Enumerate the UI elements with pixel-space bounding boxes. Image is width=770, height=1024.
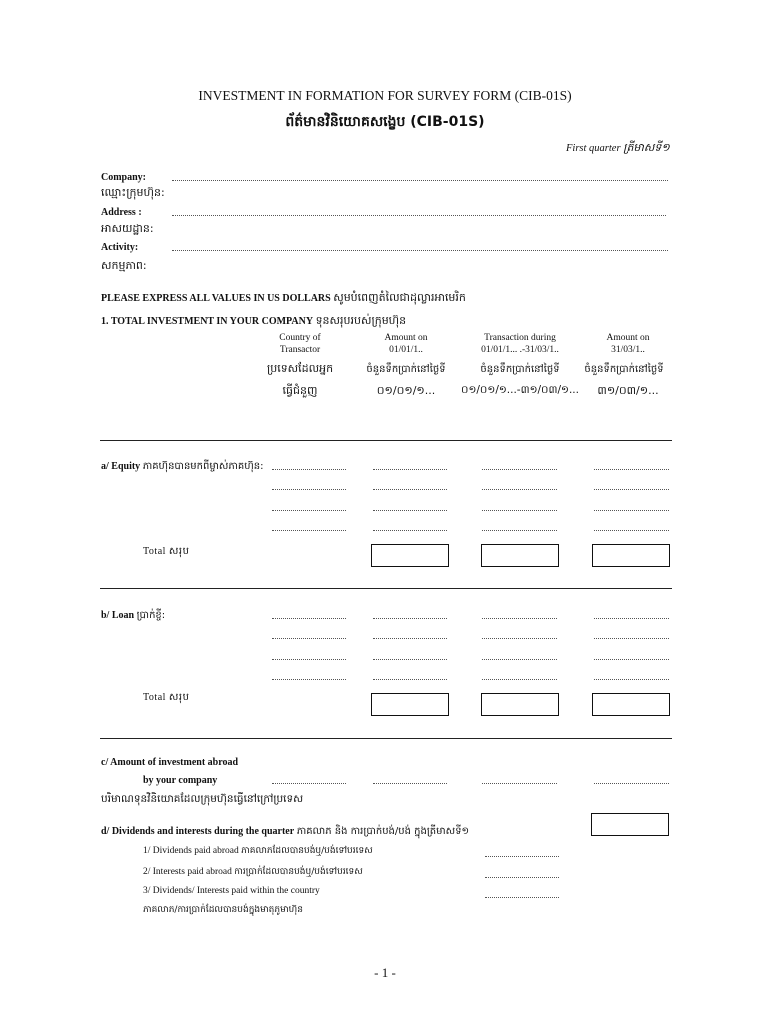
equity-label [101, 459, 264, 474]
col-amount-start-line1: Amount on [384, 333, 428, 343]
loan-amount-end-4[interactable] [594, 679, 669, 680]
loan-total-transaction[interactable] [481, 693, 559, 716]
address-label: Address : [101, 207, 142, 218]
activity-field[interactable] [172, 250, 668, 251]
abroad-amount-end[interactable] [594, 783, 669, 784]
abroad-country[interactable] [272, 783, 346, 784]
loan-amount-end-2[interactable] [594, 638, 669, 639]
divider-loan [100, 588, 672, 589]
form-title: INVESTMENT IN FORMATION FOR SURVEY FORM (CIB-01S) [198, 88, 572, 103]
loan-label-km: ប្រាក់ខ្ចី: [136, 610, 166, 621]
loan-amount-start-3[interactable] [373, 659, 447, 660]
loan-transaction-4[interactable] [482, 679, 557, 680]
dividends-item-2-en: 2/ Interests paid abroad [143, 867, 232, 877]
interests-abroad-field[interactable] [485, 877, 559, 878]
equity-country-3[interactable] [272, 510, 346, 511]
col-amount-end-km1: ចំនួនទឹកប្រាក់នៅថ្ងៃទី [584, 364, 664, 375]
quarter-label-en: First quarter [566, 143, 621, 154]
loan-total-amount-start[interactable] [371, 693, 449, 716]
abroad-label-line2: by your company [143, 775, 218, 786]
equity-amount-end-3[interactable] [594, 510, 669, 511]
dividends-label-km: ភាគលាភ និង ការប្រាក់បង់/បង់ ក្នុងត្រីមាសទី១ [296, 826, 470, 837]
currency-instruction-km: សូមបំពេញតំលៃជាដុល្លារអាមេរិក [333, 291, 466, 304]
loan-amount-start-1[interactable] [373, 618, 447, 619]
loan-country-4[interactable] [272, 679, 346, 680]
loan-label [101, 608, 165, 623]
col-amount-start-km1: ចំនួនទឹកប្រាក់នៅថ្ងៃទី [366, 364, 446, 375]
equity-amount-end-4[interactable] [594, 530, 669, 531]
abroad-amount-start[interactable] [373, 783, 447, 784]
section1-title [101, 314, 406, 330]
col-country-km1: ប្រទេសដែលអ្នក [266, 362, 334, 375]
equity-transaction-1[interactable] [482, 469, 557, 470]
divider-equity [100, 440, 672, 441]
equity-label-km: ភាគហ៊ុនបានមកពីម្ចាស់ភាគហ៊ុន: [142, 461, 264, 472]
dividends-item-2-km: ការប្រាក់ដែលបានបង់ឬ/បង់ទៅបរទេស [234, 867, 363, 877]
equity-transaction-4[interactable] [482, 530, 557, 531]
address-field[interactable] [172, 215, 666, 216]
dividends-label [101, 824, 469, 839]
equity-total-amount-end[interactable] [592, 544, 670, 567]
currency-instruction-en: PLEASE EXPRESS ALL VALUES IN US DOLLARS [101, 293, 331, 304]
equity-total-amount-start[interactable] [371, 544, 449, 567]
equity-total-transaction[interactable] [481, 544, 559, 567]
dividends-item-1-en: 1/ Dividends paid abroad [143, 846, 239, 856]
form-title-khmer: ព័ត៌មានវិនិយោគសង្ខេប (CIB-01S) [285, 114, 485, 130]
company-field[interactable] [172, 180, 668, 181]
col-country-line1: Country of [279, 333, 321, 343]
col-amount-end-km2: ៣១/០៣/១... [597, 384, 659, 397]
company-label-km: ឈ្មោះក្រុមហ៊ុន: [101, 186, 165, 199]
equity-label-en: a/ Equity [101, 461, 141, 472]
abroad-transaction[interactable] [482, 783, 557, 784]
dividends-label-en: d/ Dividends and interests during the quarter [101, 826, 295, 837]
section1-title-km: ទុនសរុបរបស់ក្រុមហ៊ុន [315, 314, 407, 327]
equity-amount-start-4[interactable] [373, 530, 447, 531]
divider-abroad [100, 738, 672, 739]
col-transaction-km1: ចំនួនទឹកប្រាក់នៅថ្ងៃទី [480, 364, 560, 375]
activity-label: Activity: [101, 242, 139, 253]
equity-country-4[interactable] [272, 530, 346, 531]
abroad-label-line1: c/ Amount of investment abroad [101, 757, 239, 768]
dividends-item-3-km: ភាគលាភ/ការប្រាក់ដែលបានបង់ក្នុងមាតុភូមាហ៊ុន [143, 905, 303, 915]
dividends-item-1-km: ភាគលាភដែលបានបង់ឬ/បង់ទៅបរទេស [241, 846, 373, 856]
col-amount-end-line1: Amount on [606, 333, 650, 343]
equity-total-en: Total [143, 546, 166, 557]
col-transaction-km2: ០១/០១/១...-៣១/០៣/១... [461, 384, 579, 396]
loan-amount-start-2[interactable] [373, 638, 447, 639]
address-label-km: អាសយដ្ឋាន: [101, 222, 154, 235]
loan-country-3[interactable] [272, 659, 346, 660]
equity-transaction-2[interactable] [482, 489, 557, 490]
col-country-line2: Transactor [279, 345, 321, 355]
dividends-item-2 [143, 866, 363, 879]
col-amount-end-line2: 31/03/1.. [611, 345, 645, 355]
loan-amount-start-4[interactable] [373, 679, 447, 680]
loan-total-km: សរុប [168, 692, 190, 703]
col-country-km2: ធ្វើជំនួញ [282, 384, 318, 397]
loan-country-2[interactable] [272, 638, 346, 639]
equity-country-2[interactable] [272, 489, 346, 490]
col-transaction-line2: 01/01/1... .-31/03/1.. [481, 345, 559, 355]
equity-amount-end-1[interactable] [594, 469, 669, 470]
dividends-domestic-field[interactable] [485, 897, 559, 898]
equity-amount-end-2[interactable] [594, 489, 669, 490]
loan-transaction-1[interactable] [482, 618, 557, 619]
loan-country-1[interactable] [272, 618, 346, 619]
col-amount-start-km2: ០១/០១/១... [376, 384, 436, 397]
currency-instruction [101, 291, 466, 307]
col-amount-start-line2: 01/01/1.. [389, 345, 423, 355]
loan-amount-end-3[interactable] [594, 659, 669, 660]
loan-total-en: Total [143, 692, 166, 703]
equity-transaction-3[interactable] [482, 510, 557, 511]
col-transaction-line1: Transaction during [484, 333, 556, 343]
equity-amount-start-1[interactable] [373, 469, 447, 470]
loan-transaction-2[interactable] [482, 638, 557, 639]
section1-title-en: 1. TOTAL INVESTMENT IN YOUR COMPANY [101, 316, 314, 327]
quarter-label [566, 141, 670, 157]
company-label: Company: [101, 172, 147, 183]
equity-total-km: សរុប [168, 546, 190, 557]
dividends-total-box[interactable] [591, 813, 669, 836]
equity-amount-start-3[interactable] [373, 510, 447, 511]
page-number: - 1 - [374, 965, 396, 980]
equity-country-1[interactable] [272, 469, 346, 470]
loan-amount-end-1[interactable] [594, 618, 669, 619]
dividends-item-1 [143, 845, 373, 858]
dividends-abroad-field[interactable] [485, 856, 559, 857]
loan-label-en: b/ Loan [101, 610, 135, 621]
activity-label-km: សកម្មភាព: [101, 259, 147, 272]
loan-transaction-3[interactable] [482, 659, 557, 660]
abroad-label-km: បរិមាណទុនវិនិយោគដែលក្រុមហ៊ុនធ្វើនៅក្រៅប្រទេស [101, 793, 304, 805]
loan-total-amount-end[interactable] [592, 693, 670, 716]
loan-total-label [143, 690, 189, 705]
quarter-label-km: ត្រីមាសទី១ [623, 141, 670, 154]
equity-total-label [143, 544, 189, 559]
dividends-item-3: 3/ Dividends/ Interests paid within the country [143, 886, 320, 896]
equity-amount-start-2[interactable] [373, 489, 447, 490]
